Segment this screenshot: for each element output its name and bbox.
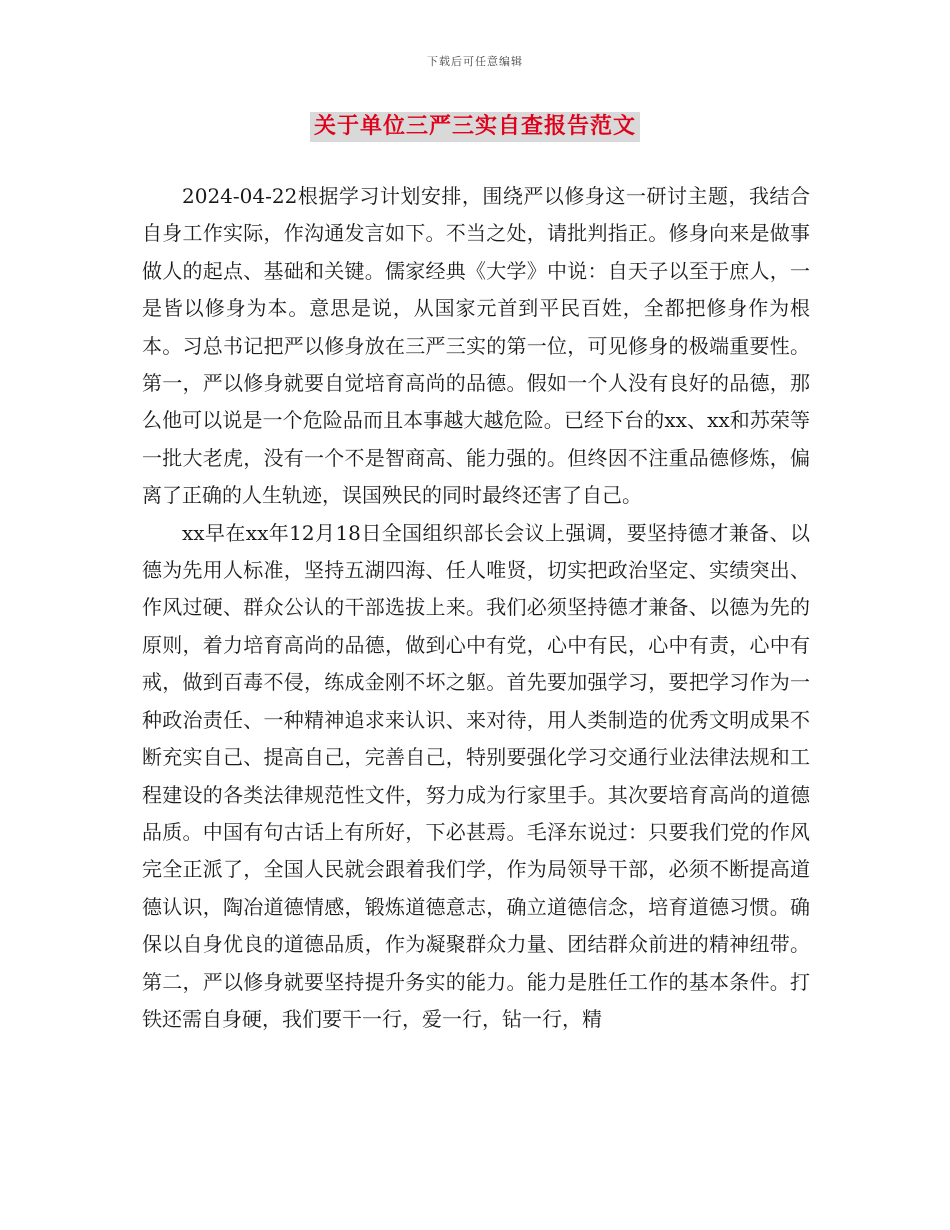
header-note: 下载后可任意编辑	[427, 55, 523, 68]
document-body	[142, 178, 810, 1038]
document-title: 关于单位三严三实自查报告范文	[310, 112, 640, 142]
paragraph-2: xx早在xx年12月18日全国组织部长会议上强调，要坚持德才兼备、以德为先用人标准，坚持五湖四海、任人唯贤，切实把政治坚定、实绩突出、作风过硬、群众公认的干部选拔上来。我们必须坚持德才兼备、以德为先的原则，着力培育高尚的品德，做到心中有党，心中有民，心中有责，心中有戒，做到百毒不侵，练成金刚不坏之躯。首先要加强学习，要把学习作为一种政治责任、一种精神追求来认识、来对待，用人类制造的优秀文明成果不断充实自己、提高自己，完善自己，特别要强化学习交通行业法律法规和工程建设的各类法律规范性文件，努力成为行家里手。其次要培育高尚的道德品质。中国有句古话上有所好，下必甚焉。毛泽东说过：只要我们党的作风完全正派了，全国人民就会跟着我们学，作为局领导干部，必须不断提高道德认识，陶冶道德情感，锻炼道德意志，确立道德信念，培育道德习惯。确保以自身优良的道德品质，作为凝聚群众力量、团结群众前进的精神纽带。第二，严以修身就要坚持提升务实的能力。能力是胜任工作的基本条件。打铁还需自身硬，我们要干一行，爱一行，钻一行，精	[142, 520, 810, 1031]
paragraph-1: 2024-04-22根据学习计划安排，围绕严以修身这一研讨主题，我结合自身工作实际，作沟通发言如下。不当之处，请批判指正。修身向来是做事做人的起点、基础和关键。儒家经典《大学》中说：自天子以至于庶人，一是皆以修身为本。意思是说，从国家元首到平民百姓，全都把修身作为根本。习总书记把严以修身放在三严三实的第一位，可见修身的极端重要性。第一，严以修身就要自觉培育高尚的品德。假如一个人没有良好的品德，那么他可以说是一个危险品而且本事越大越危险。已经下台的xx、xx和苏荣等一批大老虎，没有一个不是智商高、能力强的。但终因不注重品德修炼，偏离了正确的人生轨迹，误国殃民的同时最终还害了自己。	[142, 184, 810, 508]
title-container	[0, 112, 950, 142]
